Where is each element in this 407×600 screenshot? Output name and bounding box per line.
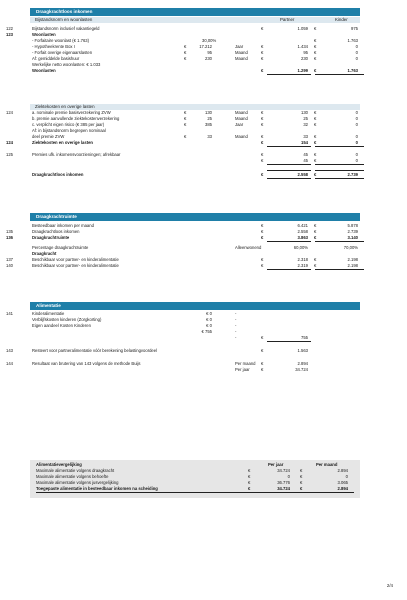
row-number: 141 — [6, 311, 13, 316]
row-kinder-value: 0 — [355, 152, 358, 157]
row-kinder-value: 3.140 — [347, 235, 358, 240]
page-number: 2/4 — [386, 583, 393, 588]
total-rule — [267, 341, 311, 342]
currency-symbol: € — [248, 486, 251, 491]
currency-symbol: € — [184, 122, 187, 127]
currency-symbol: € — [314, 44, 317, 49]
row-label: Resteert voor partneralimentatie vóór berekening belastingvoordeel — [32, 348, 157, 353]
row-period: Maand — [235, 116, 248, 121]
row-amount: 33 — [207, 134, 212, 139]
currency-symbol: € — [261, 235, 264, 240]
row-label: Ziektekosten en overige lasten — [32, 140, 93, 145]
row-partner-value: 32 — [303, 122, 308, 127]
row-partner-value: 2.319 — [297, 263, 308, 268]
row-label: Besteedbaar inkomen per maand — [32, 223, 94, 228]
currency-symbol: € — [184, 56, 187, 61]
summary-per-maand: 2.894 — [337, 468, 348, 473]
row-amount: € 755 — [201, 329, 212, 334]
row-label: - Hypotheekrente Box I — [32, 44, 75, 49]
row-number: 125 — [6, 152, 13, 157]
row-percentage: 30,00% — [202, 38, 217, 43]
table-row — [6, 348, 362, 354]
section-header-draagkrachtruimte: Draagkrachtruimte — [30, 213, 360, 221]
currency-symbol: € — [248, 474, 251, 479]
row-partner-value: 230 — [301, 56, 308, 61]
row-label: Draagkrachtloos inkomen — [32, 229, 80, 234]
row-amount: € 0 — [206, 323, 212, 328]
currency-symbol: € — [314, 263, 317, 268]
row-label: Af: gemiddelde basishuur — [32, 56, 80, 61]
currency-symbol: € — [314, 116, 317, 121]
subheader-label: Bijstandsnorm en woonlasten — [35, 17, 93, 22]
row-partner-value: 2.318 — [297, 257, 308, 262]
row-amount: 17.212 — [199, 44, 212, 49]
currency-symbol: € — [261, 44, 264, 49]
row-label: Woonlasten — [32, 32, 56, 37]
row-label: Bijstandsnorm inclusief vakantiegeld — [32, 26, 100, 31]
column-header-per-jaar: Per jaar — [268, 462, 284, 467]
row-amount: 385 — [205, 122, 212, 127]
currency-symbol: € — [314, 223, 317, 228]
row-kinder-value: 0 — [355, 50, 358, 55]
row-kinder-value: 70,00% — [343, 245, 358, 250]
total-rule — [267, 164, 311, 165]
currency-symbol: € — [261, 152, 264, 157]
currency-symbol: € — [261, 122, 264, 127]
row-label: b. premie aanvullende ziektekostenverzekering — [32, 116, 120, 121]
currency-symbol: € — [261, 26, 264, 31]
row-number: 136 — [6, 235, 13, 240]
row-kinder-value: 2.198 — [347, 263, 358, 268]
row-kinder-value: 975 — [351, 26, 358, 31]
row-partner-value: 755 — [301, 335, 308, 340]
row-number: 135 — [6, 229, 13, 234]
row-label: Beschikbaar voor partner- en kinderalimentatie — [32, 263, 119, 268]
row-kinder-value: 0 — [355, 56, 358, 61]
currency-symbol: € — [261, 335, 264, 340]
total-rule — [267, 241, 311, 242]
summary-per-maand: 0 — [345, 474, 348, 479]
row-period: Per jaar — [235, 367, 250, 372]
row-amount: 25 — [207, 116, 212, 121]
currency-symbol: € — [184, 116, 187, 121]
row-partner-value: 2.558 — [297, 229, 308, 234]
total-rule — [267, 146, 311, 147]
row-amount: 95 — [207, 50, 212, 55]
row-partner-value: 1.563 — [297, 348, 308, 353]
row-partner-value: 1.434 — [297, 44, 308, 49]
column-header-partner: Partner — [280, 17, 295, 22]
currency-symbol: € — [314, 56, 317, 61]
currency-symbol: € — [300, 486, 303, 491]
currency-symbol: € — [261, 263, 264, 268]
currency-symbol: € — [261, 223, 264, 228]
currency-symbol: € — [314, 172, 317, 177]
currency-symbol: € — [261, 361, 264, 366]
currency-symbol: € — [314, 50, 317, 55]
currency-symbol: € — [261, 367, 264, 372]
row-partner-value: 6.421 — [297, 223, 308, 228]
currency-symbol: € — [314, 158, 317, 163]
section-header-alimentatie: Alimentatie — [30, 302, 360, 310]
summary-per-jaar: 34.724 — [277, 468, 290, 473]
row-period: Maand — [235, 56, 248, 61]
row-number: 137 — [6, 257, 13, 262]
row-partner-value: 25 — [303, 116, 308, 121]
currency-symbol: € — [314, 26, 317, 31]
row-period: Jaar — [235, 122, 244, 127]
row-period: - — [235, 323, 237, 328]
currency-symbol: € — [261, 110, 264, 115]
total-rule — [315, 269, 364, 270]
currency-symbol: € — [314, 152, 317, 157]
currency-symbol: € — [261, 229, 264, 234]
row-partner-value: 1.299 — [297, 68, 308, 73]
row-label: Resultaat van brutering van 143 volgens de methode Buijs — [32, 361, 141, 366]
row-period: Maand — [235, 50, 248, 55]
currency-symbol: € — [261, 140, 264, 145]
currency-symbol: € — [248, 480, 251, 485]
summary-label: Toegepaste alimentatie in besteedbaar inkomen na scheiding — [36, 486, 158, 491]
row-partner-value: 3.863 — [297, 235, 308, 240]
currency-symbol: € — [184, 44, 187, 49]
row-period: - — [235, 329, 237, 334]
row-amount: € 0 — [206, 317, 212, 322]
currency-symbol: € — [300, 468, 303, 473]
row-amount: 230 — [205, 56, 212, 61]
currency-symbol: € — [314, 38, 317, 43]
currency-symbol: € — [314, 235, 317, 240]
currency-symbol: € — [184, 50, 187, 55]
row-period: Per maand — [235, 361, 256, 366]
total-rule — [315, 170, 364, 171]
summary-per-maand: 3.065 — [337, 480, 348, 485]
row-label: Percentage draagkrachtruimte — [32, 245, 89, 250]
table-row — [6, 367, 362, 373]
total-rule — [315, 178, 364, 179]
row-number: 143 — [6, 348, 13, 353]
currency-symbol: € — [261, 172, 264, 177]
currency-symbol: € — [261, 257, 264, 262]
currency-symbol: € — [261, 68, 264, 73]
row-partner-value: 154 — [301, 140, 308, 145]
row-kinder-value: 2.739 — [347, 172, 358, 177]
row-partner-value: 60,00% — [293, 245, 308, 250]
currency-symbol: € — [314, 140, 317, 145]
row-period: - — [235, 311, 237, 316]
row-period: Jaar — [235, 44, 244, 49]
row-period: Maand — [235, 110, 248, 115]
row-label: Woonlasten — [32, 68, 56, 73]
total-rule — [267, 74, 311, 75]
summary-per-maand: 2.894 — [337, 486, 348, 491]
row-label: Af: in bijstandsnorm begrepen nominaal — [32, 128, 106, 133]
column-header-kinder: Kinder — [335, 17, 348, 22]
currency-symbol: € — [314, 134, 317, 139]
row-kinder-value: 0 — [355, 140, 358, 145]
row-partner-value: 1.059 — [297, 26, 308, 31]
row-period: - — [235, 335, 237, 340]
summary-label: Maximale alimentatie volgens draagkracht — [36, 468, 115, 473]
summary-total-rule — [36, 492, 354, 493]
total-rule — [315, 164, 364, 165]
currency-symbol: € — [261, 56, 264, 61]
currency-symbol: € — [300, 480, 303, 485]
row-kinder-value: 0 — [355, 44, 358, 49]
row-number: 122 — [6, 26, 13, 31]
currency-symbol: € — [261, 116, 264, 121]
total-rule — [267, 178, 311, 179]
currency-symbol: € — [314, 229, 317, 234]
row-number: 124 — [6, 140, 13, 145]
row-kinder-value: 0 — [355, 134, 358, 139]
row-period: Maand — [235, 134, 248, 139]
subheader-ziektekosten: Ziektekosten en overige lasten — [30, 104, 360, 110]
currency-symbol: € — [184, 134, 187, 139]
total-rule — [315, 241, 364, 242]
row-partner-value: 95 — [303, 50, 308, 55]
row-label: Kinderalimentatie — [32, 311, 65, 316]
row-kinder-value: 0 — [355, 116, 358, 121]
row-period: Alleenwonend — [235, 245, 262, 250]
row-kinder-value: 1.763 — [347, 68, 358, 73]
total-rule — [267, 269, 311, 270]
row-kinder-value: 0 — [355, 110, 358, 115]
row-period: - — [235, 317, 237, 322]
currency-symbol: € — [261, 348, 264, 353]
row-kinder-value: 5.878 — [347, 223, 358, 228]
row-label: Draagkracht — [32, 251, 57, 256]
summary-per-jaar: 36.776 — [277, 480, 290, 485]
row-label: Draagkrachtruimte — [32, 235, 70, 240]
currency-symbol: € — [314, 122, 317, 127]
row-partner-value: 33 — [303, 134, 308, 139]
row-amount: € 0 — [206, 311, 212, 316]
total-rule — [267, 170, 311, 171]
row-label: c. verplicht eigen risico (€ 385 per jaar) — [32, 122, 105, 127]
subheader-bijstandsnorm — [30, 17, 360, 23]
row-kinder-value: 0 — [355, 158, 358, 163]
row-kinder-value: 1.763 — [347, 38, 358, 43]
row-partner-value: 2.894 — [297, 361, 308, 366]
currency-symbol: € — [314, 68, 317, 73]
summary-per-jaar: 34.724 — [277, 486, 290, 491]
row-kinder-value: 0 — [355, 122, 358, 127]
currency-symbol: € — [314, 257, 317, 262]
currency-symbol: € — [184, 110, 187, 115]
row-label: a. nominale premie basisverzekering ZVW — [32, 110, 111, 115]
row-number: 140 — [6, 263, 13, 268]
currency-symbol: € — [261, 134, 264, 139]
currency-symbol: € — [248, 468, 251, 473]
row-label: Verblijfskosten kinderen (Zorgkorting) — [32, 317, 102, 322]
row-partner-value: 2.558 — [297, 172, 308, 177]
section-header-draagkrachtloos: Draagkrachtloos inkomen — [30, 8, 360, 16]
summary-label: Maximale alimentatie volgens jusvergelijking — [36, 480, 119, 485]
row-number: 144 — [6, 361, 13, 366]
summary-label: Maximale alimentatie volgens behoefte — [36, 474, 109, 479]
currency-symbol: € — [314, 110, 317, 115]
row-partner-value: 34.724 — [295, 367, 308, 372]
row-kinder-value: 2.198 — [347, 257, 358, 262]
row-label: Premies ufk. inkomensvoorzieningen; afrekbaar — [32, 152, 121, 157]
row-label: Werkelijke netto woonlasten: € 1.033 — [32, 62, 101, 67]
row-partner-value: 45 — [303, 152, 308, 157]
currency-symbol: € — [261, 158, 264, 163]
row-label: Draagkrachtloos inkomen — [32, 172, 84, 177]
currency-symbol: € — [261, 50, 264, 55]
column-header-per-maand: Per maand — [316, 462, 338, 467]
row-partner-value: 45 — [303, 158, 308, 163]
row-label: Eigen aandeel Kosten Kinderen — [32, 323, 91, 328]
row-label: - Forfaitaire woonlast (€ 1.763) — [32, 38, 90, 43]
summary-title: Alimentatievergelijking — [36, 462, 82, 467]
row-amount: 130 — [205, 110, 212, 115]
summary-per-jaar: 0 — [287, 474, 290, 479]
total-rule — [315, 146, 364, 147]
total-rule — [315, 74, 364, 75]
row-number: 124 — [6, 110, 13, 115]
row-partner-value: 130 — [301, 110, 308, 115]
row-label: deel premie ZVW — [32, 134, 65, 139]
row-label: Beschikbaar voor partner- en kinderalimentatie — [32, 257, 119, 262]
row-kinder-value: 2.739 — [347, 229, 358, 234]
currency-symbol: € — [300, 474, 303, 479]
row-number: 123 — [6, 32, 13, 37]
row-label: - Forfait overige eigenaarslasten — [32, 50, 93, 55]
